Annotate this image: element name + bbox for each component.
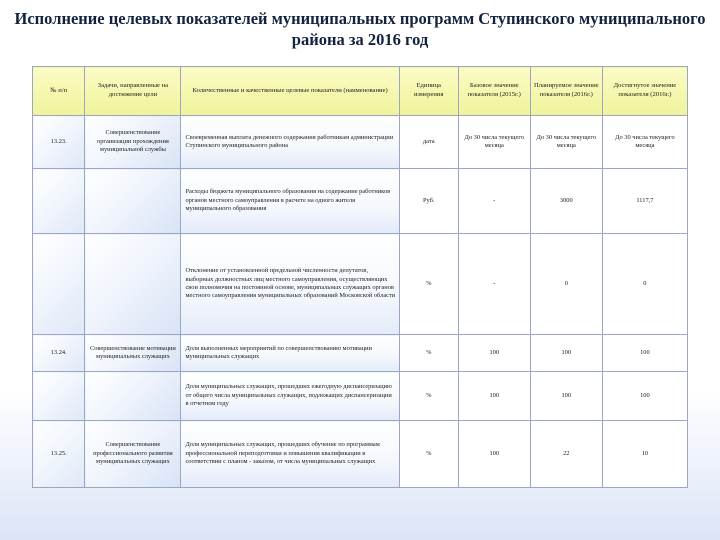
cell-plan: 3000 [530, 169, 602, 234]
cell-num: 13.25. [33, 421, 85, 488]
cell-task [85, 169, 181, 234]
table-header-row [33, 67, 688, 116]
cell-task: Совершенствование профессионального развития муниципальных служащих [85, 421, 181, 488]
col-header-plan: Планируемое значение показателя (2016г.) [530, 67, 602, 116]
cell-plan: 100 [530, 372, 602, 421]
cell-base: - [458, 234, 530, 335]
cell-plan: 0 [530, 234, 602, 335]
table-body [33, 116, 688, 488]
table-header [33, 67, 688, 116]
cell-plan: 22 [530, 421, 602, 488]
cell-fact: 100 [602, 372, 687, 421]
cell-indicator: Отклонение от установленной предельной численности депутатов, выборных должностных лиц местного самоуправления, осуществляющих свои полномочия на постоянной основе, муниципальных служащих органов местного самоуправления муниципальных образований Московской области [181, 234, 399, 335]
col-header-fact: Достигнутое значение показателя (2016г.) [602, 67, 687, 116]
cell-fact: 10 [602, 421, 687, 488]
cell-unit: % [399, 372, 458, 421]
cell-indicator: Расходы бюджета муниципального образования на содержание работников органов местного самоуправления в расчете на одного жителя муниципального образования [181, 169, 399, 234]
cell-unit: Руб. [399, 169, 458, 234]
targets-table [32, 66, 688, 488]
col-header-base: Базовое значение показателя (2015г.) [458, 67, 530, 116]
cell-indicator: Доля муниципальных служащих, прошедших ежегодную диспансеризацию от общего числа муниципальных служащих, подлежащих диспансеризации в отчетном году [181, 372, 399, 421]
cell-task [85, 372, 181, 421]
cell-num: 13.24. [33, 335, 85, 372]
table-row [33, 116, 688, 169]
cell-indicator: Своевременная выплата денежного содержания работникам администрации Ступинского муниципального района [181, 116, 399, 169]
cell-num [33, 372, 85, 421]
table-row [33, 421, 688, 488]
cell-fact: 1117,7 [602, 169, 687, 234]
cell-fact: 100 [602, 335, 687, 372]
cell-num [33, 169, 85, 234]
cell-fact: До 30 числа текущего месяца [602, 116, 687, 169]
cell-base: 100 [458, 421, 530, 488]
cell-task: Совершенствование организации прохождения муниципальной службы [85, 116, 181, 169]
table-row [33, 372, 688, 421]
cell-plan: 100 [530, 335, 602, 372]
cell-task [85, 234, 181, 335]
col-header-task: Задачи, направленные на достижение цели [85, 67, 181, 116]
cell-unit: % [399, 234, 458, 335]
table-row [33, 234, 688, 335]
cell-unit: % [399, 335, 458, 372]
col-header-unit: Единица измерения [399, 67, 458, 116]
cell-num [33, 234, 85, 335]
table-row [33, 169, 688, 234]
cell-fact: 0 [602, 234, 687, 335]
cell-base: 100 [458, 372, 530, 421]
page-title: Исполнение целевых показателей муниципальных программ Ступинского муниципального района за 2016 год [14, 9, 706, 49]
targets-table-container [32, 66, 688, 488]
cell-indicator: Доля выполненных мероприятий по совершенствованию мотивации муниципальных служащих [181, 335, 399, 372]
cell-task: Совершенствование мотивации муниципальных служащих [85, 335, 181, 372]
cell-unit: % [399, 421, 458, 488]
table-row [33, 335, 688, 372]
cell-base: До 30 числа текущего месяца [458, 116, 530, 169]
cell-num: 13.23. [33, 116, 85, 169]
cell-plan: До 30 числа текущего месяца [530, 116, 602, 169]
col-header-indicator: Количественные и качественные целевые показатели (наименование) [181, 67, 399, 116]
cell-base: 100 [458, 335, 530, 372]
cell-unit: дата [399, 116, 458, 169]
cell-base: - [458, 169, 530, 234]
cell-indicator: Доля муниципальных служащих, прошедших обучение по программам профессиональной переподготовки и повышения квалификации в соответствии с планом - заказом, от числа муниципальных служащих [181, 421, 399, 488]
col-header-num: № п/п [33, 67, 85, 116]
